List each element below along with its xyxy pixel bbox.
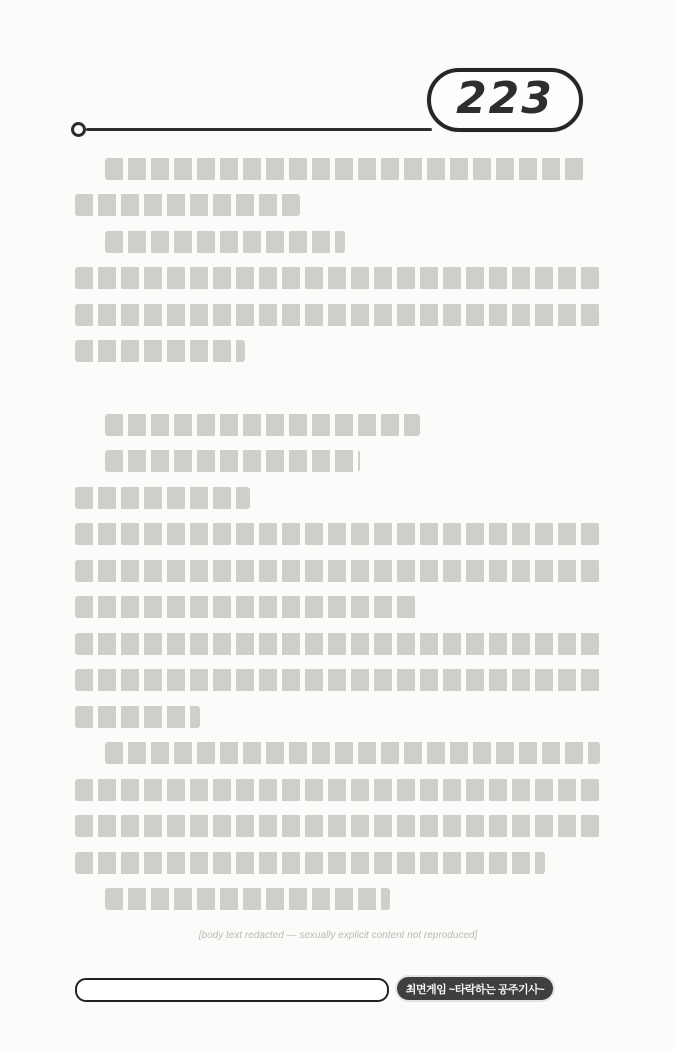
body-text-redacted-line xyxy=(75,633,600,655)
redaction-notice: [body text redacted — sexually explicit content not reproduced] xyxy=(198,930,478,941)
body-text-redacted-line xyxy=(105,450,360,472)
body-text-redacted-line xyxy=(75,523,600,545)
body-text-redacted-line xyxy=(105,888,390,910)
body-text-redacted-line xyxy=(75,852,545,874)
body-text-redacted-line xyxy=(75,706,200,728)
body-text-redacted-line xyxy=(75,815,600,837)
body-text-redacted-line xyxy=(75,267,600,289)
page-number-badge xyxy=(427,68,583,132)
body-text-redacted-line xyxy=(105,414,420,436)
body-text-redacted-line xyxy=(75,560,600,582)
header-rule-endcap-circle xyxy=(71,122,86,137)
body-text-redacted-line xyxy=(105,158,585,180)
footer-series-title: 최면게임 ~타락하는 공주기사~ xyxy=(405,983,545,996)
footer-series-badge xyxy=(397,977,553,1000)
body-text-redacted-line xyxy=(75,340,245,362)
footer-bar xyxy=(75,978,389,1002)
body-text-redacted-line xyxy=(75,669,600,691)
body-text-redacted-line xyxy=(75,487,250,509)
body-text-redacted-line xyxy=(105,231,345,253)
header-rule xyxy=(86,128,432,131)
body-text-redacted-line xyxy=(75,194,300,216)
body-text-redacted-line xyxy=(75,304,600,326)
body-text-redacted-line xyxy=(75,779,600,801)
page-number: 223 xyxy=(456,73,554,124)
body-text-redacted-line xyxy=(75,596,420,618)
body-text-redacted-line xyxy=(105,742,600,764)
